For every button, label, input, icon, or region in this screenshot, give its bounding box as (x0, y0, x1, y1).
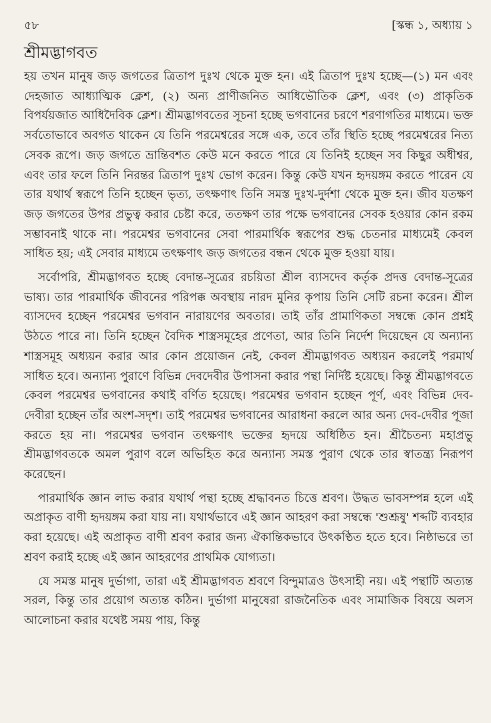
running-title: শ্রীমদ্ভাগবত (24, 43, 98, 62)
paragraph: হয় তখন মানুষ জড় জগতের ত্রিতাপ দুঃখ থেকে মুক্ত হন। এই ত্রিতাপ দুঃখ হচ্ছে—(১) মন এবং দেহজাত আধ্যাত্মিক ক্লেশ, (২) অন্য প্রাণীজনিত আধিভৌতিক ক্লেশ, এবং (৩) প্রাকৃতিক বিপর্যয়জাত আধিদৈবিক ক্লেশ। শ্রীমদ্ভাগবতের সূচনা হচ্ছে ভগবানের চরণে শরণাগতির মাধ্যমে। ভক্ত সর্বতোভাবে অবগত থাকেন যে তিনি পরমেশ্বরের সঙ্গে এক, তবে তাঁর স্থিতি হচ্ছে পরমেশ্বরের নিত্য সেবক রূপে। জড় জগতে ভ্রান্তিবশত কেউ মনে করতে পারে যে তিনিই হচ্ছেন সব কিছুর অধীশ্বর, এবং তার ফলে তিনি নিরন্তর ত্রিতাপ দুঃখ ভোগ করেন। কিন্তু কেউ যখন হৃদয়ঙ্গম করতে পারেন যে তার যথার্থ স্বরূপে তিনি হচ্ছেন ভৃত্য, তৎক্ষণাৎ তিনি সমস্ত দুঃখ-দুর্দশা থেকে মুক্ত হন। জীব যতক্ষণ জড় জগতের উপর প্রভুত্ব করার চেষ্টা করে, ততক্ষণ তার পক্ষে ভগবানের সেবক হওয়ার কোন রকম সম্ভাবনাই থাকে না। পরমেশ্বর ভগবানের সেবা পারমার্থিক স্বরূপের শুদ্ধ চেতনার মাধ্যমেই কেবল সাধিত হয়; এই সেবার মাধ্যমে তৎক্ষণাৎ জড় জগতের বন্ধন থেকে মুক্ত হওয়া যায়। (24, 69, 473, 261)
body-text (24, 67, 473, 631)
page-header (24, 10, 473, 40)
paragraph: সর্বোপরি, শ্রীমদ্ভাগবত হচ্ছে বেদান্ত-সূত্রের রচয়িতা শ্রীল ব্যাসদেব কর্তৃক প্রদত্ত বেদান্ত-সূত্রের ভাষ্য। তার পারমার্থিক জীবনের পরিপক্ক অবস্থায় নারদ মুনির কৃপায় তিনি সেটি রচনা করেন। শ্রীল ব্যাসদেব হচ্ছেন পরমেশ্বর ভগবান নারায়ণের অবতার। তাই তাঁর প্রামাণিকতা সম্বন্ধে কোন প্রশ্নই উঠতে পারে না। তিনি হচ্ছেন বৈদিক শাস্ত্রসমূহের প্রণেতা, আর তিনি নির্দেশ দিয়েছেন যে অন্যান্য শাস্ত্রসমূহ অধ্যয়ন করার আর কোন প্রয়োজন নেই, কেবল শ্রীমদ্ভাগবত অধ্যয়ন করলেই পরমার্থ সাধিত হবে। অন্যান্য পুরাণে বিভিন্ন দেবদেবীর উপাসনা করার পন্থা নির্দিষ্ট হয়েছে। কিন্তু শ্রীমদ্ভাগবতে কেবল পরমেশ্বর ভগবানের কথাই বর্ণিত হয়েছে। পরমেশ্বর ভগবান হচ্ছেন পূর্ণ, এবং বিভিন্ন দেব-দেবীরা হচ্ছেন তাঁর অংশ-সদৃশ। তাই পরমেশ্বর ভগবানের আরাধনা করলে আর অন্য দেব-দেবীর পূজা করতে হয় না। পরমেশ্বর ভগবান তৎক্ষণাৎ ভক্তের হৃদয়ে অধিষ্ঠিত হন। শ্রীচৈতন্য মহাপ্রভু শ্রীমদ্ভাগবতকে অমল পুরাণ বলে অভিহিত করে অন্যান্য সমস্ত পুরাণ থেকে তার স্বাতন্ত্র্য নিরূপণ করেছেন। (24, 270, 473, 482)
paragraph: পারমার্থিক জ্ঞান লাভ করার যথার্থ পন্থা হচ্ছে শ্রদ্ধাবনত চিত্তে শ্রবণ। উদ্ধত ভাবসম্পন্ন হলে এই অপ্রাকৃত বাণী হৃদয়ঙ্গম করা যায় না। যথার্থভাবে এই জ্ঞান আহরণ করা সম্বন্ধে 'শুশ্রূষু' শব্দটি ব্যবহার করা হয়েছে। এই অপ্রাকৃত বাণী শ্রবণ করার জন্য ঐকান্তিকভাবে উৎকণ্ঠিত হতে হবে। নিষ্ঠাভরে তা শ্রবণ করাই হচ্ছে এই জ্ঞান আহরণের প্রাথমিক যোগ্যতা। (24, 490, 473, 564)
page-number: ৫৮ (24, 18, 39, 32)
paragraph: যে সমস্ত মানুষ দুর্ভাগা, তারা এই শ্রীমদ্ভাগবত শ্রবণে বিন্দুমাত্রও উৎসাহী নয়। এই পন্থাটি অত্যন্ত সরল, কিন্তু তার প্রয়োগ অত্যন্ত কঠিন। দুর্ভাগা মানুষেরা রাজনৈতিক এবং সামাজিক বিষয়ে অলস আলোচনা করার যথেষ্ট সময় পায়, কিন্তু (24, 573, 473, 627)
section-label: [স্কন্ধ ১, অধ্যায় ১ (391, 18, 473, 32)
